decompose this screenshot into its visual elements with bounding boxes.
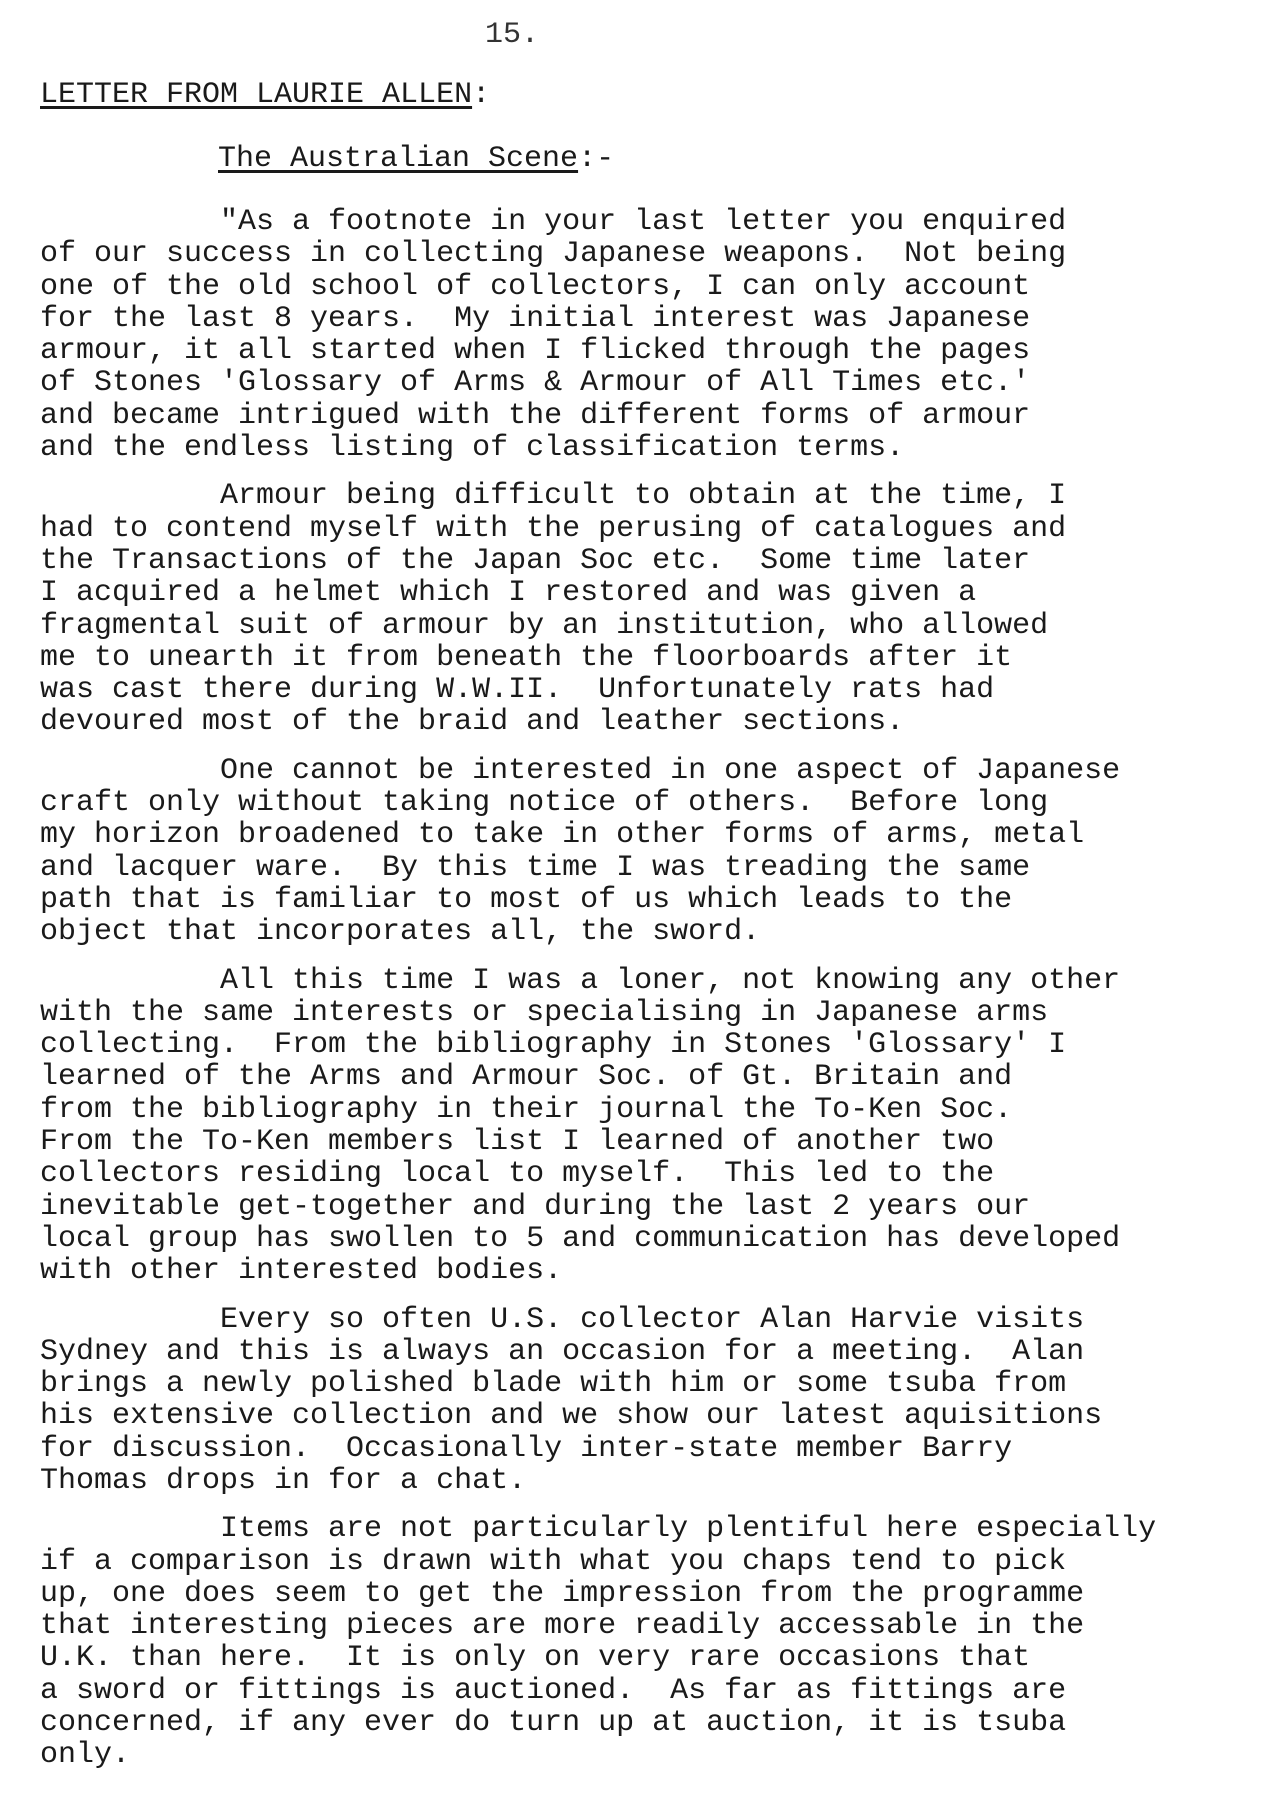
text-line: if a comparison is drawn with what you chaps tend to pick bbox=[40, 1544, 1067, 1579]
paragraph-1 bbox=[40, 206, 1240, 464]
paragraph-3 bbox=[40, 755, 1240, 949]
page-number: 15. bbox=[485, 18, 540, 52]
text-line: a sword or fittings is auctioned. As far as fittings are bbox=[40, 1673, 1067, 1708]
text-line: learned of the Arms and Armour Soc. of Gt. Britain and bbox=[40, 1060, 1013, 1095]
text-line: his extensive collection and we show our latest aquisitions bbox=[40, 1399, 1103, 1434]
paragraph-4 bbox=[40, 965, 1240, 1288]
text-line: object that incorporates all, the sword. bbox=[40, 915, 761, 950]
text-line: me to unearth it from beneath the floorboards after it bbox=[40, 640, 1013, 675]
text-line: U.K. than here. It is only on very rare occasions that bbox=[40, 1641, 1031, 1676]
text-line: for discussion. Occasionally inter-state member Barry bbox=[40, 1431, 1013, 1466]
text-line: Thomas drops in for a chat. bbox=[40, 1463, 527, 1498]
letter-heading bbox=[40, 78, 490, 112]
text-line: Sydney and this is always an occasion for a meeting. Alan bbox=[40, 1334, 1085, 1369]
text-line: Every so often U.S. collector Alan Harvie visits bbox=[40, 1302, 1085, 1337]
text-line: only. bbox=[40, 1738, 131, 1773]
letter-heading-colon: : bbox=[472, 78, 491, 112]
letter-heading-text: LETTER FROM LAURIE ALLEN bbox=[40, 78, 473, 112]
text-line: One cannot be interested in one aspect of Japanese bbox=[40, 753, 1121, 788]
text-line: devoured most of the braid and leather sections. bbox=[40, 705, 905, 740]
text-line: the Transactions of the Japan Soc etc. Some time later bbox=[40, 543, 1031, 578]
text-line: Armour being difficult to obtain at the time, I bbox=[40, 479, 1067, 514]
letter-subheading bbox=[218, 142, 614, 176]
text-line: brings a newly polished blade with him or some tsuba from bbox=[40, 1367, 1067, 1402]
text-line: craft only without taking notice of others. Before long bbox=[40, 786, 1049, 821]
text-line: path that is familiar to most of us which leads to the bbox=[40, 882, 1013, 917]
text-line: for the last 8 years. My initial interest was Japanese bbox=[40, 301, 1031, 336]
text-line: and the endless listing of classification terms. bbox=[40, 431, 905, 466]
text-line: had to contend myself with the perusing of catalogues and bbox=[40, 511, 1067, 546]
text-line: that interesting pieces are more readily accessable in the bbox=[40, 1609, 1085, 1644]
text-line: "As a footnote in your last letter you enquired bbox=[40, 205, 1067, 239]
text-line: up, one does seem to get the impression from the programme bbox=[40, 1576, 1085, 1611]
paragraph-6 bbox=[40, 1513, 1240, 1771]
text-line: fragmental suit of armour by an institution, who allowed bbox=[40, 608, 1049, 643]
text-line: one of the old school of collectors, I can only account bbox=[40, 269, 1031, 304]
letter-subheading-suffix: :- bbox=[578, 142, 615, 176]
text-line: local group has swollen to 5 and communication has developed bbox=[40, 1221, 1121, 1256]
paragraph-2 bbox=[40, 480, 1240, 738]
text-line: of our success in collecting Japanese weapons. Not being bbox=[40, 237, 1067, 272]
text-line: my horizon broadened to take in other forms of arms, metal bbox=[40, 818, 1085, 853]
text-line: with other interested bodies. bbox=[40, 1254, 563, 1289]
text-line: From the To-Ken members list I learned of another two bbox=[40, 1125, 995, 1160]
text-line: inevitable get-together and during the last 2 years our bbox=[40, 1189, 1031, 1224]
text-line: from the bibliography in their journal the To-Ken Soc. bbox=[40, 1092, 1013, 1127]
text-line: Items are not particularly plentiful here especially bbox=[40, 1512, 1157, 1547]
text-line: with the same interests or specialising in Japanese arms bbox=[40, 995, 1049, 1030]
text-line: concerned, if any ever do turn up at auction, it is tsuba bbox=[40, 1706, 1067, 1741]
text-line: armour, it all started when I flicked through the pages bbox=[40, 334, 1031, 369]
text-line: and lacquer ware. By this time I was treading the same bbox=[40, 850, 1031, 885]
letter-subheading-text: The Australian Scene bbox=[218, 142, 579, 176]
text-line: I acquired a helmet which I restored and was given a bbox=[40, 576, 977, 611]
text-line: was cast there during W.W.II. Unfortunately rats had bbox=[40, 673, 995, 708]
paragraph-5 bbox=[40, 1304, 1240, 1498]
text-line: collectors residing local to myself. This led to the bbox=[40, 1157, 995, 1192]
text-line: of Stones 'Glossary of Arms & Armour of All Times etc.' bbox=[40, 366, 1031, 401]
letter-body bbox=[40, 206, 1240, 1788]
text-line: collecting. From the bibliography in Stones 'Glossary' I bbox=[40, 1028, 1067, 1063]
text-line: and became intrigued with the different forms of armour bbox=[40, 398, 1031, 433]
text-line: All this time I was a loner, not knowing any other bbox=[40, 963, 1121, 998]
